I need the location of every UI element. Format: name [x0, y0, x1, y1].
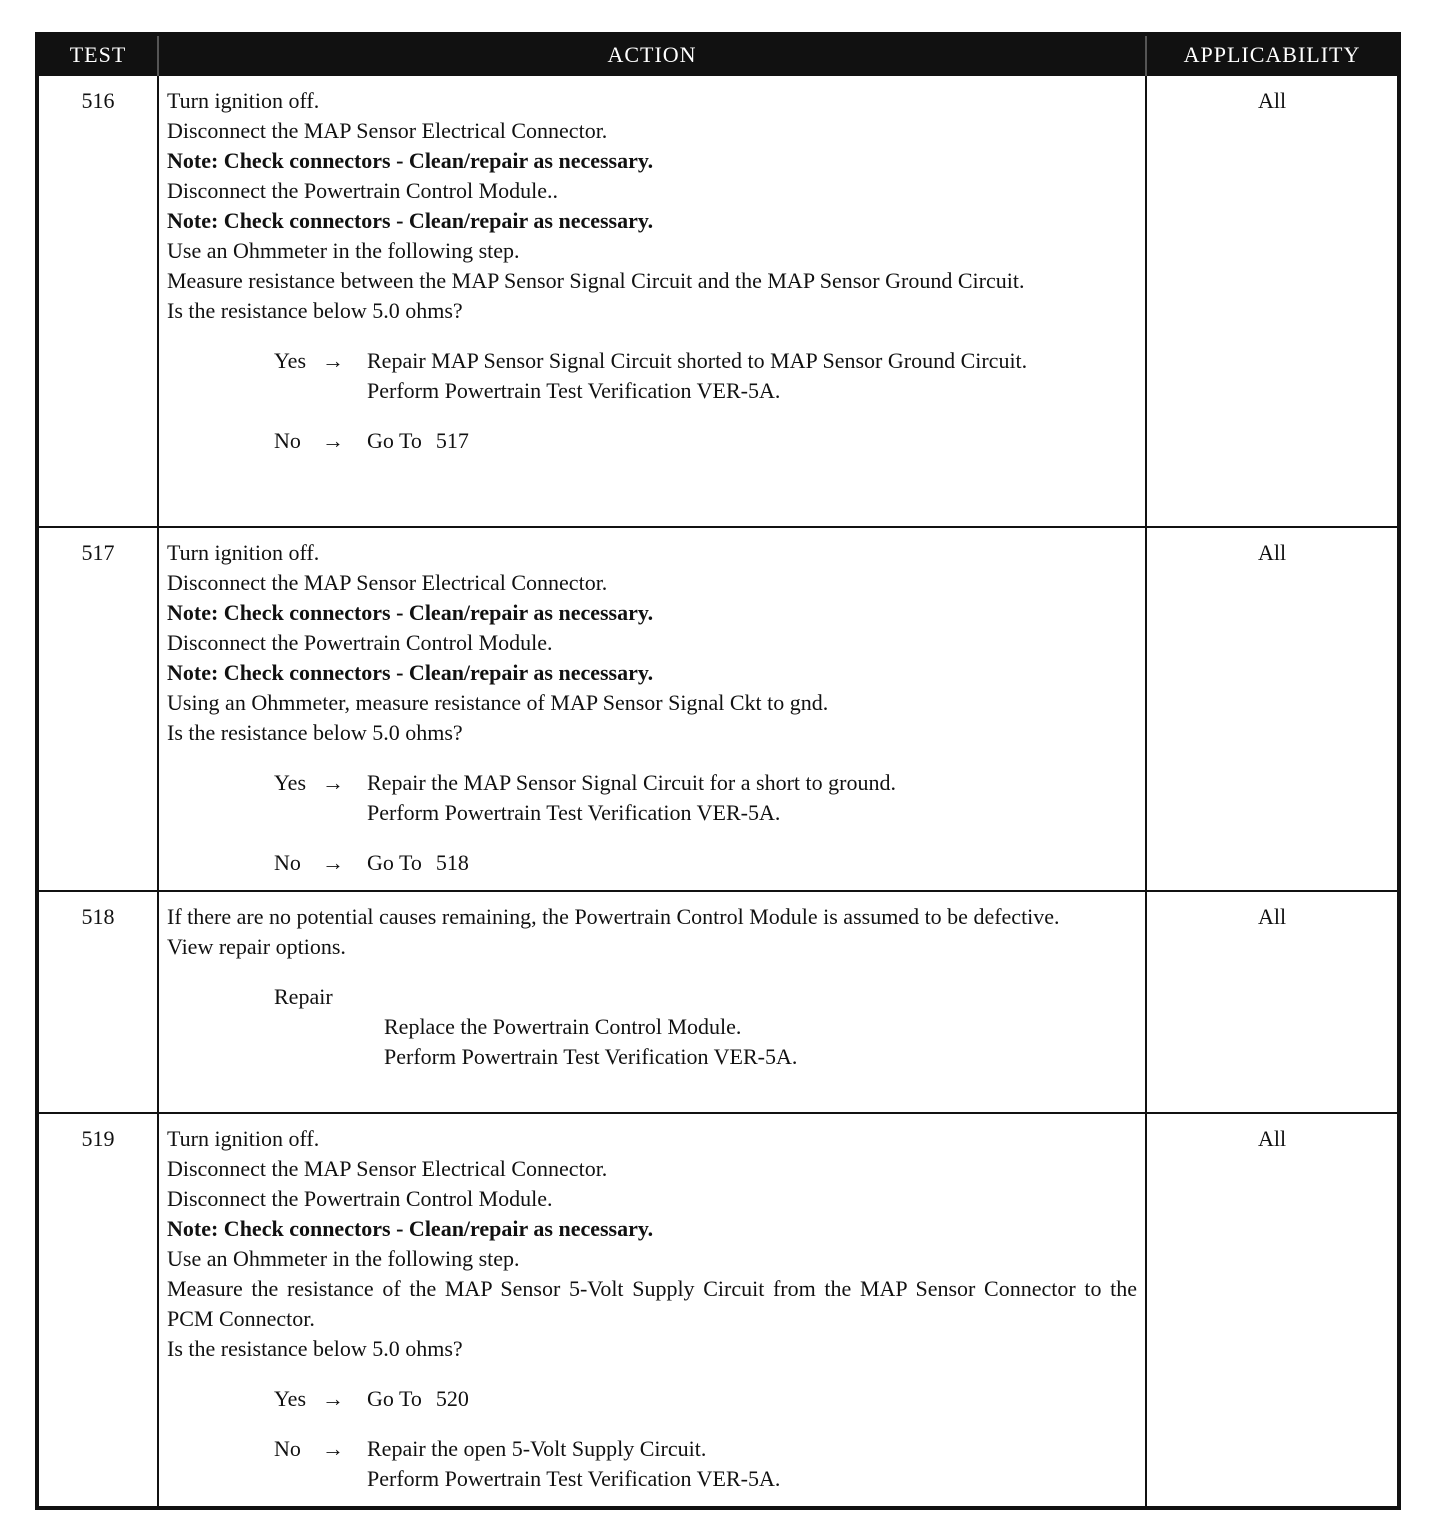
- table-row-519: [37, 1113, 1399, 1508]
- action-line: Disconnect the MAP Sensor Electrical Connector.: [167, 570, 608, 595]
- test-number: 516: [37, 75, 158, 527]
- action-line: Disconnect the MAP Sensor Electrical Connector.: [167, 118, 608, 143]
- no-label: No: [274, 850, 301, 875]
- no-result: [367, 848, 1137, 878]
- action-line: Disconnect the MAP Sensor Electrical Connector.: [167, 1156, 608, 1181]
- repair-steps: [274, 1012, 1137, 1072]
- no-result-line: Repair the open 5-Volt Supply Circuit.: [367, 1436, 707, 1461]
- arrow-icon: →: [322, 428, 344, 453]
- table-row-518: [37, 891, 1399, 1113]
- no-answer: [167, 1434, 1137, 1494]
- action-line: Disconnect the Powertrain Control Module..: [167, 178, 559, 203]
- question-line: Is the resistance below 5.0 ohms?: [167, 298, 463, 323]
- goto-label: Go To: [367, 850, 422, 875]
- repair-label: Repair: [274, 984, 333, 1009]
- diagnostic-test-table: [35, 32, 1401, 1510]
- applicability-value: All: [1146, 75, 1399, 527]
- yes-label: Yes: [274, 770, 307, 795]
- yes-result-line: Perform Powertrain Test Verification VER-5A.: [367, 378, 781, 403]
- yes-result: [367, 1384, 1137, 1414]
- action-line: Disconnect the Powertrain Control Module.: [167, 630, 553, 655]
- yes-label: Yes: [274, 1386, 307, 1411]
- applicability-value: All: [1146, 527, 1399, 891]
- action-line: Disconnect the Powertrain Control Module.: [167, 1186, 553, 1211]
- yes-answer: [167, 1384, 1137, 1414]
- action-cell: [158, 1113, 1146, 1508]
- arrow-icon: →: [322, 1386, 344, 1411]
- arrow-icon: →: [322, 348, 344, 373]
- goto-test-link[interactable]: 520: [435, 1386, 469, 1411]
- yes-result: [367, 768, 1137, 828]
- note-line: Note: Check connectors - Clean/repair as necessary.: [167, 148, 654, 173]
- note-line: Note: Check connectors - Clean/repair as necessary.: [167, 208, 654, 233]
- applicability-value: All: [1146, 891, 1399, 1113]
- action-line: Measure the resistance of the MAP Sensor 5-Volt Supply Circuit from the MAP Sensor Connector to the PCM Connector.: [167, 1276, 1137, 1331]
- arrow-icon: →: [322, 770, 344, 795]
- table-header-row: [37, 34, 1399, 75]
- no-label: No: [274, 428, 301, 453]
- test-number: 517: [37, 527, 158, 891]
- yes-result: [367, 346, 1137, 406]
- no-label: No: [274, 1436, 301, 1461]
- action-line: Use an Ohmmeter in the following step.: [167, 1246, 520, 1271]
- test-number: 518: [37, 891, 158, 1113]
- test-number: 519: [37, 1113, 158, 1508]
- repair-option: [167, 982, 1137, 1072]
- action-cell: [158, 75, 1146, 527]
- action-line: If there are no potential causes remaining, the Powertrain Control Module is assumed to be defective.: [167, 904, 1060, 929]
- table-row-516: [37, 75, 1399, 527]
- action-line: Using an Ohmmeter, measure resistance of MAP Sensor Signal Ckt to gnd.: [167, 690, 829, 715]
- arrow-icon: →: [322, 1436, 344, 1461]
- action-line: Turn ignition off.: [167, 1126, 320, 1151]
- yes-result-line: Perform Powertrain Test Verification VER-5A.: [367, 800, 781, 825]
- yes-answer: [167, 768, 1137, 828]
- goto-test-link[interactable]: 517: [435, 428, 469, 453]
- header-test: TEST: [37, 34, 158, 75]
- repair-step: Replace the Powertrain Control Module.: [384, 1014, 742, 1039]
- no-result-line: Perform Powertrain Test Verification VER-5A.: [367, 1466, 781, 1491]
- action-cell: [158, 891, 1146, 1113]
- question-line: Is the resistance below 5.0 ohms?: [167, 1336, 463, 1361]
- goto-test-link[interactable]: 518: [435, 850, 469, 875]
- no-result: [367, 1434, 1137, 1494]
- header-applicability: APPLICABILITY: [1146, 34, 1399, 75]
- repair-step: Perform Powertrain Test Verification VER-5A.: [384, 1044, 798, 1069]
- note-line: Note: Check connectors - Clean/repair as necessary.: [167, 600, 654, 625]
- action-line: Turn ignition off.: [167, 88, 320, 113]
- action-line: Use an Ohmmeter in the following step.: [167, 238, 520, 263]
- arrow-icon: →: [322, 850, 344, 875]
- goto-label: Go To: [367, 1386, 422, 1411]
- no-result: [367, 426, 1137, 456]
- note-line: Note: Check connectors - Clean/repair as necessary.: [167, 1216, 654, 1241]
- action-cell: [158, 527, 1146, 891]
- action-line: Turn ignition off.: [167, 540, 320, 565]
- table-row-517: [37, 527, 1399, 891]
- applicability-value: All: [1146, 1113, 1399, 1508]
- no-answer: [167, 848, 1137, 878]
- action-line: Measure resistance between the MAP Sensor Signal Circuit and the MAP Sensor Ground Circuit.: [167, 268, 1025, 293]
- action-line: View repair options.: [167, 934, 346, 959]
- question-line: Is the resistance below 5.0 ohms?: [167, 720, 463, 745]
- yes-answer: [167, 346, 1137, 406]
- header-action: ACTION: [158, 34, 1146, 75]
- yes-result-line: Repair MAP Sensor Signal Circuit shorted to MAP Sensor Ground Circuit.: [367, 348, 1028, 373]
- yes-result-line: Repair the MAP Sensor Signal Circuit for a short to ground.: [367, 770, 896, 795]
- goto-label: Go To: [367, 428, 422, 453]
- no-answer: [167, 426, 1137, 456]
- note-line: Note: Check connectors - Clean/repair as necessary.: [167, 660, 654, 685]
- yes-label: Yes: [274, 348, 307, 373]
